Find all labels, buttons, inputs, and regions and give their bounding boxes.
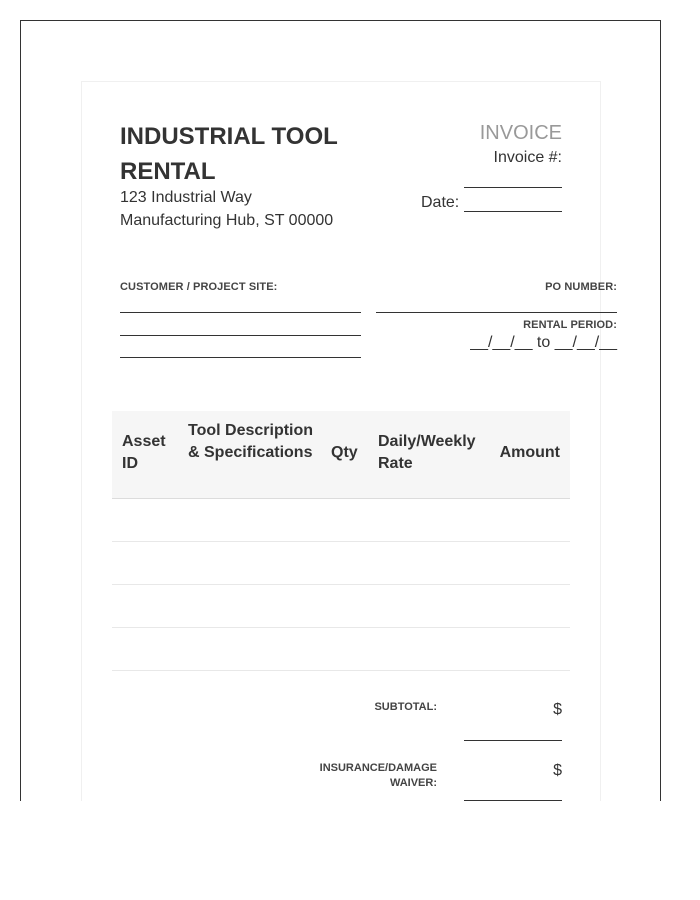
address-line-2: Manufacturing Hub, ST 00000 xyxy=(120,212,334,229)
po-number-line[interactable] xyxy=(376,312,617,313)
col-asset-id: Asset ID xyxy=(122,433,166,472)
col-rate: Daily/Weekly Rate xyxy=(378,433,476,472)
col-amount: Amount xyxy=(499,444,560,461)
date-line[interactable] xyxy=(464,211,562,212)
table-header xyxy=(112,411,570,499)
table-row[interactable] xyxy=(112,584,570,585)
customer-line-3[interactable] xyxy=(120,357,361,358)
invoice-number-label: Invoice #: xyxy=(493,149,562,166)
rental-period-dates[interactable]: __/__/__ to __/__/__ xyxy=(470,334,617,351)
company-address xyxy=(120,186,333,232)
subtotal-value: $ xyxy=(553,701,562,718)
customer-line-2[interactable] xyxy=(120,335,361,336)
invoice-number-line[interactable] xyxy=(464,187,562,188)
invoice-title: INVOICE xyxy=(479,122,562,144)
col-description: Tool Description & Specifications xyxy=(188,422,314,461)
po-number-label: PO NUMBER: xyxy=(545,281,617,293)
table-row[interactable] xyxy=(112,627,570,628)
table-row[interactable] xyxy=(112,670,570,671)
address-line-1: 123 Industrial Way xyxy=(120,189,252,206)
insurance-line[interactable] xyxy=(464,800,562,801)
rental-period-label: RENTAL PERIOD: xyxy=(523,319,617,331)
subtotal-line[interactable] xyxy=(464,740,562,741)
insurance-value: $ xyxy=(553,762,562,779)
company-name: INDUSTRIAL TOOL RENTAL xyxy=(120,123,338,185)
col-qty: Qty xyxy=(331,444,358,461)
insurance-label: INSURANCE/DAMAGE WAIVER: xyxy=(319,762,437,789)
customer-line-1[interactable] xyxy=(120,312,361,313)
table-row[interactable] xyxy=(112,541,570,542)
customer-label: CUSTOMER / PROJECT SITE: xyxy=(120,281,278,293)
subtotal-label: SUBTOTAL: xyxy=(374,701,437,713)
date-label: Date: xyxy=(421,194,460,211)
